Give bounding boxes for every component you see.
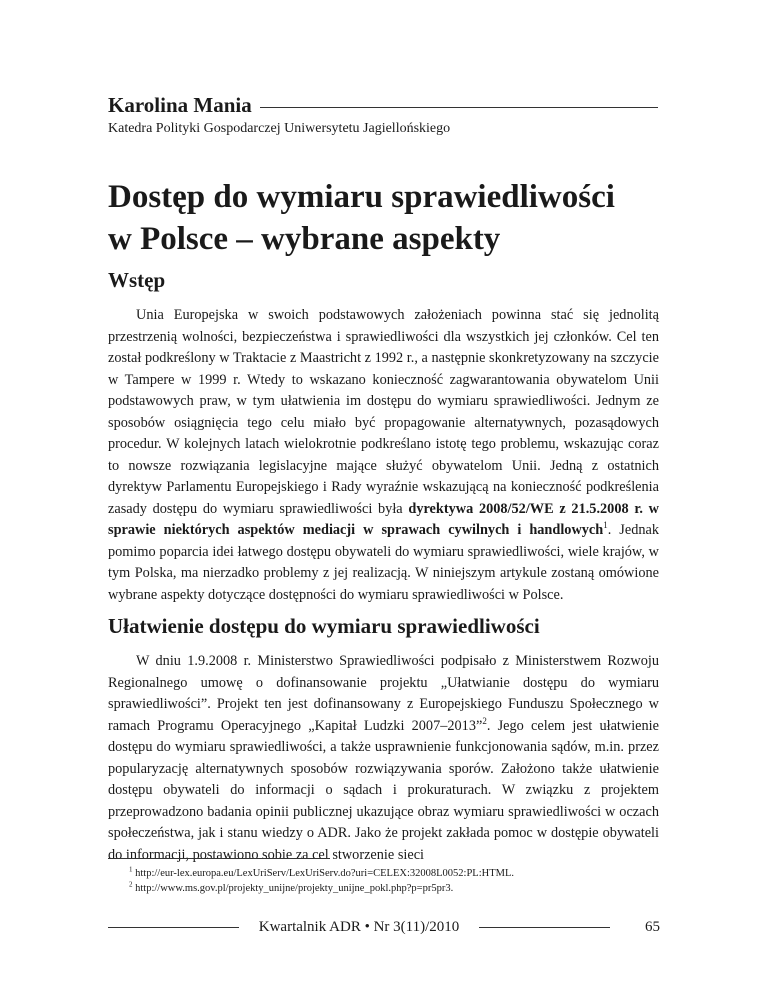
author-affiliation: Katedra Polityki Gospodarczej Uniwersytetu Jagiellońskiego (108, 121, 451, 136)
article-title (108, 176, 668, 260)
footnote-1 (108, 866, 668, 881)
section-heading-access: Ułatwienie dostępu do wymiaru sprawiedliwości (108, 614, 540, 638)
footnote-1-link[interactable]: http://eur-lex.europa.eu/LexUriServ/LexUriServ.do?uri=CELEX:32008L0052:PL:HTML. (135, 868, 514, 879)
intro-text-a: Unia Europejska w swoich podstawowych założeniach powinna stać się jednolitą przestrzenią wolności, bezpieczeństwa i sprawiedliwości dla wszystkich jej członków. Cel ten został podkreślony w Traktacie z Maastricht z 1992 r., a następnie skonkretyzowany na szczycie w Tampere w 1999 r. Wtedy to wskazano konieczność zagwarantowania obywatelom Unii podstawowych praw, w tym ułatwienia im dostępu do wymiaru sprawiedliwości. Jednym ze sposobów osiągnięcia tego celu miało być propagowanie alternatywnych, pozasądowych procedur. W kolejnych latach wielokrotnie podkreślano istotę tego problemu, wskazując coraz to nowsze rozwiązania legislacyjne mające służyć obywatelom Unii. Jedną z ostatnich dyrektyw Parlamentu Europejskiego i Rady wyraźnie wskazującą na konieczność podkreślenia zasady dostępu do wymiaru sprawiedliwości była (108, 307, 659, 517)
section-heading-intro: Wstęp (108, 268, 166, 292)
footnotes (108, 866, 668, 896)
footer-rule-left (108, 927, 239, 928)
footnote-2 (108, 881, 668, 896)
footnote-2-number: 2 (129, 880, 133, 889)
intro-text-b: . Jednak pomimo poparcia idei łatwego dostępu obywateli do wymiaru sprawiedliwości, wiele krajów, w tym Polska, ma nierzadko problemy z jej realizacją. W niniejszym artykule zostaną omówione wybrane aspekty dotyczące dostępności do wymiaru sprawiedliwości w Polsce. (108, 522, 659, 603)
author-name: Karolina Mania (108, 93, 252, 117)
intro-directive-bold: dyrektywa 2008/52/WE z 21.5.2008 r. w sprawie niektórych aspektów mediacji w sprawach cywilnych i handlowych (108, 500, 659, 538)
journal-name: Kwartalnik ADR • Nr 3(11)/2010 (258, 919, 460, 935)
footer-rule-right (479, 927, 610, 928)
footnote-ref-2: 2 (482, 715, 487, 726)
paragraph-intro (108, 305, 659, 606)
footnote-1-number: 1 (129, 865, 133, 874)
footnote-ref-1: 1 (603, 520, 608, 531)
footnote-2-link[interactable]: http://www.ms.gov.pl/projekty_unijne/projekty_unijne_pokl.php?p=pr5pr3. (135, 883, 454, 894)
page-number: 65 (645, 919, 661, 935)
article-title-line-2: w Polsce – wybrane aspekty (108, 221, 501, 257)
paragraph-access (108, 651, 659, 866)
access-text-b: . Jego celem jest ułatwienie dostępu do wymiaru sprawiedliwości, a także usprawnienie funkcjonowania sądów, m.in. przez popularyzację alternatywnych sposobów rozwiązywania sporów. Założono także ułatwienie dostępu obywateli do informacji o sądach i prokuraturach. W związku z projektem przeprowadzono badania opinii publicznej ukazujące obraz wymiaru sprawiedliwości w oczach społeczeństwa, jak i stanu wiedzy o ADR. Jako że projekt zakłada pomoc w dostępie obywateli do informacji, postawiono sobie za cel stworzenie sieci (108, 717, 659, 863)
access-text-a: W dniu 1.9.2008 r. Ministerstwo Sprawiedliwości podpisało z Ministerstwem Rozwoju Regionalnego umowę o dofinansowanie projektu „Ułatwianie dostępu do wymiaru sprawiedliwości”. Projekt ten jest dofinansowany z Europejskiego Funduszu Społecznego w ramach Programu Operacyjnego „Kapitał Ludzki 2007–2013” (108, 653, 659, 734)
page-footer (108, 919, 660, 936)
article-title-line-1: Dostęp do wymiaru sprawiedliwości (108, 179, 615, 215)
author-header (108, 93, 658, 118)
author-rule (260, 107, 658, 108)
footnote-rule (108, 858, 330, 859)
